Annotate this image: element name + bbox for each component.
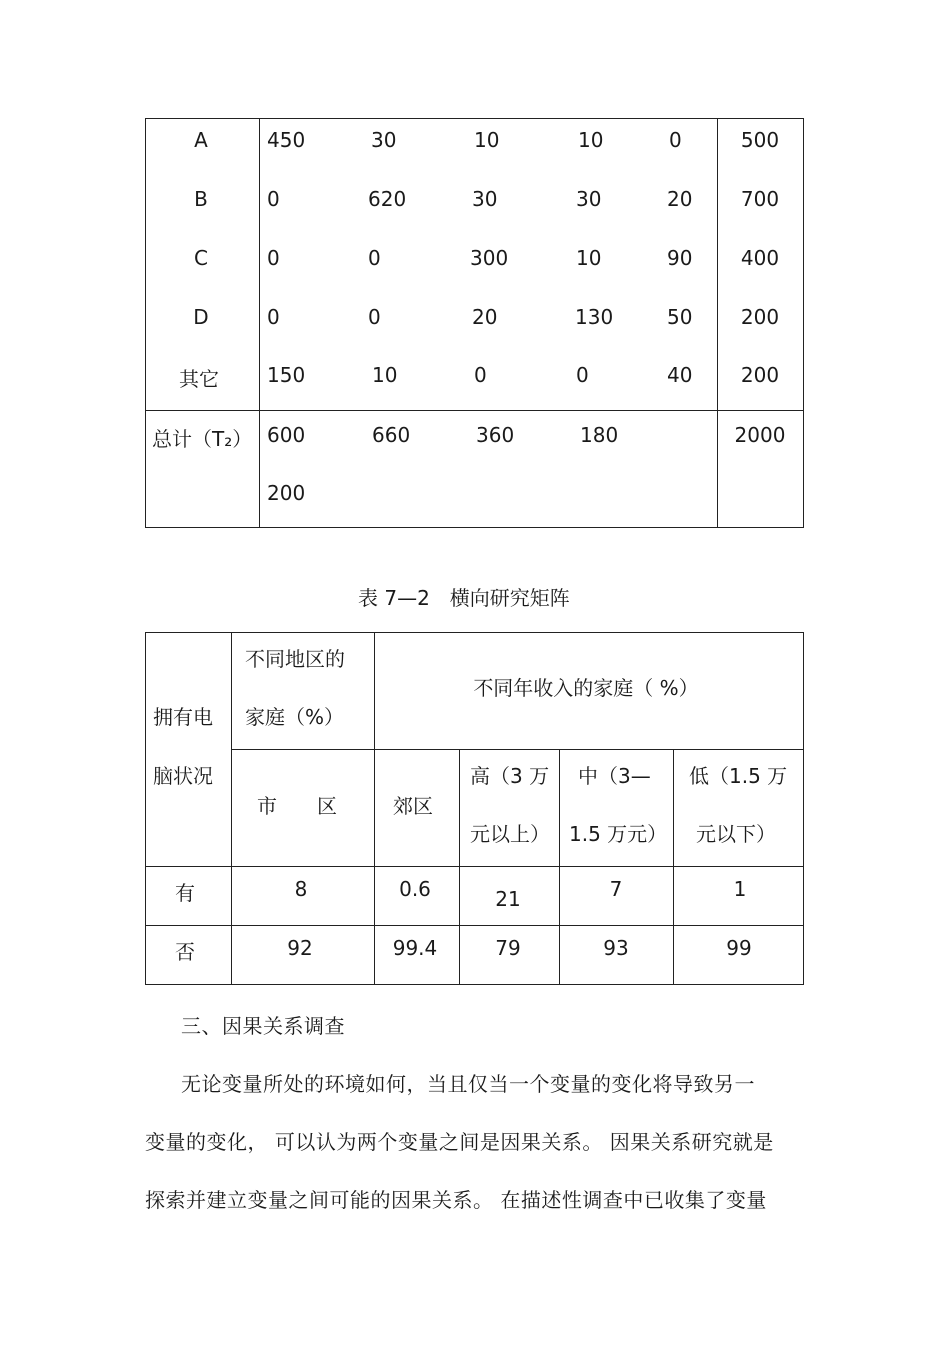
cell: 20 [472,305,498,329]
row-label: 其它 [179,367,219,391]
row-label: C [194,246,208,270]
cell: 79 [495,936,521,960]
row-label: D [193,305,209,329]
cell: 93 [603,936,629,960]
cell: 620 [368,187,407,211]
cell: 450 [267,128,306,152]
paragraph-line: 探索并建立变量之间可能的因果关系。 在描述性调查中已收集了变量 [145,1188,767,1212]
row-total: 400 [740,246,780,270]
cell: 180 [580,423,619,447]
row-total: 500 [740,128,780,152]
row-total: 700 [740,187,780,211]
cell: 0 [669,128,682,152]
cell: 99.4 [392,936,438,960]
row-total: 200 [740,363,780,387]
row-label: 否 [175,940,195,964]
cell: 30 [576,187,602,211]
cell: 10 [474,128,500,152]
row-label: B [194,187,208,211]
row-header: 拥有电 [153,705,213,729]
cell: 130 [575,305,614,329]
totals-label: 总计（T₂） [152,427,253,451]
cell: 150 [267,363,306,387]
cell: 30 [371,128,397,152]
sub-header-suburb: 郊区 [393,794,433,818]
sub-header-mid: 中（3— [578,764,651,788]
cell: 10 [372,363,398,387]
cell: 10 [576,246,602,270]
row-label: 有 [175,881,195,905]
paragraph-line: 变量的变化， 可以认为两个变量之间是因果关系。 因果关系研究就是 [145,1130,774,1154]
cell: 300 [470,246,509,270]
cell: 7 [609,877,623,901]
cell: 200 [267,481,306,505]
cell: 50 [667,305,693,329]
cell: 0 [267,246,280,270]
section-heading: 三、因果关系调查 [181,1014,345,1038]
cell: 30 [472,187,498,211]
cell: 0 [576,363,589,387]
cell: 0 [267,305,280,329]
cell: 660 [372,423,411,447]
sub-header-high: 高（3 万 [470,764,550,788]
cell: 360 [476,423,515,447]
sub-header-low: 低（1.5 万 [689,764,788,788]
sub-header-mid: 1.5 万元） [569,822,668,846]
row-total: 200 [740,305,780,329]
cell: 21 [495,887,521,911]
cell: 0 [368,246,381,270]
cell: 0 [267,187,280,211]
sub-header-low: 元以下） [696,822,776,846]
row-label: A [194,128,208,152]
table-caption: 表 7—2 横向研究矩阵 [358,586,570,610]
region-header: 家庭（%） [245,705,345,729]
cell: 10 [578,128,604,152]
paragraph-line: 无论变量所处的环境如何，当且仅当一个变量的变化将导致另一 [181,1072,755,1096]
cell: 600 [267,423,306,447]
cell: 0.6 [399,877,431,901]
cell: 0 [368,305,381,329]
cell: 99 [726,936,752,960]
sub-header-high: 元以上） [470,822,550,846]
cell: 20 [667,187,693,211]
cell: 92 [287,936,313,960]
row-header: 脑状况 [153,764,213,788]
grand-total: 2000 [734,423,786,447]
cell: 0 [474,363,487,387]
sub-header-urban: 市 区 [257,794,337,818]
cell: 8 [294,877,308,901]
region-header: 不同地区的 [245,647,345,671]
income-header: 不同年收入的家庭（ %） [473,676,699,700]
cell: 90 [667,246,693,270]
cell: 40 [667,363,693,387]
cell: 1 [733,877,747,901]
